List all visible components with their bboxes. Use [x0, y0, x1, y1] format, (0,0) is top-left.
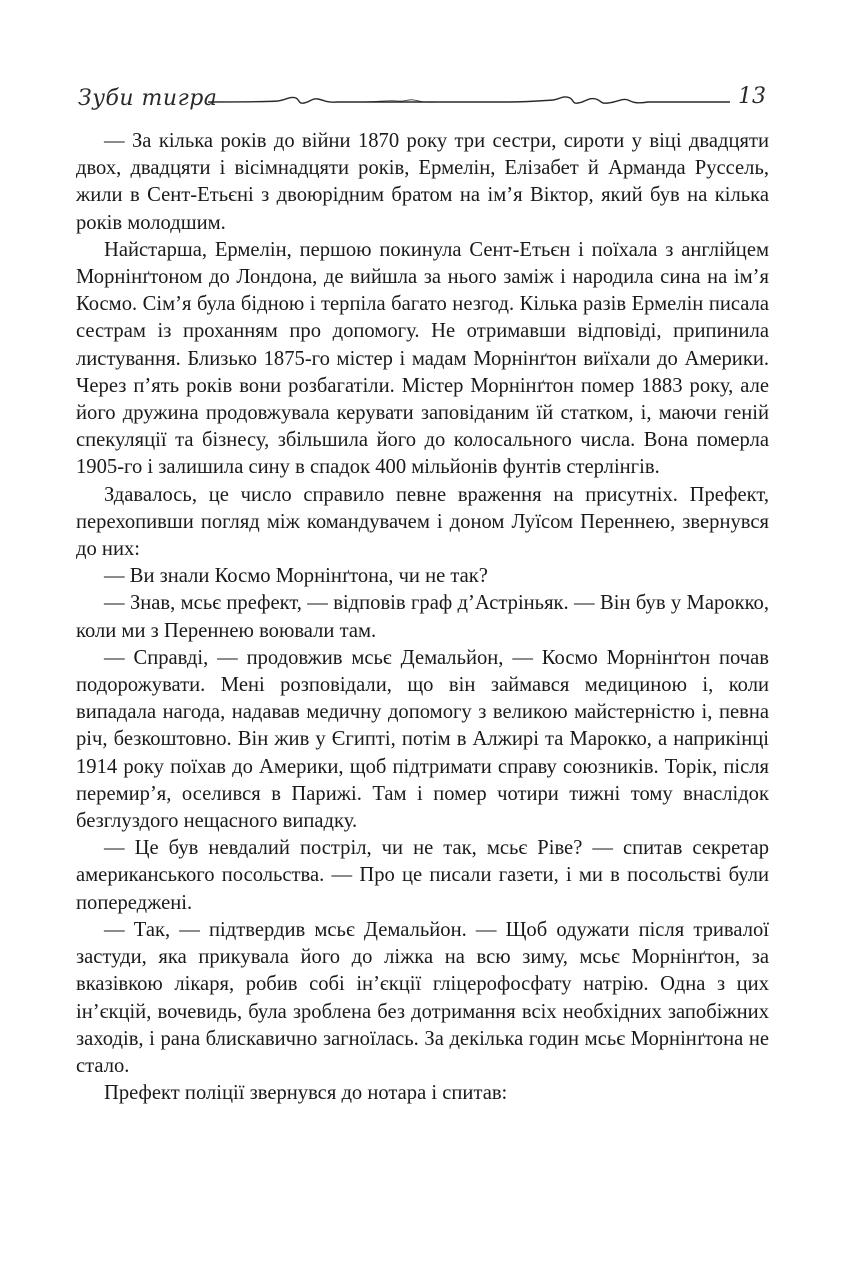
body-text [76, 128, 769, 1107]
paragraph: — Знав, мсьє префект, — відповів граф д’Астріньяк. — Він був у Марокко, коли ми з Переннею воювали там. [76, 592, 769, 642]
page-number: 13 [738, 84, 766, 109]
paragraph: Префект поліції звернувся до нотара і спитав: [104, 1082, 508, 1105]
flourish-ornament [208, 92, 730, 112]
page-header [0, 0, 857, 130]
paragraph: — Ви знали Космо Морнінґтона, чи не так? [104, 565, 488, 588]
paragraph: — Справді, — продовжив мсьє Демальйон, — Космо Морнінґтон почав подорожувати. Мені розповідали, що він займався медициною і, коли випадала нагода, надавав медичну допомогу з великою майстерністю і, певна річ, безкоштовно. Він жив у Єгипті, потім в Алжирі та Марокко, а наприкінці 1914 року поїхав до Америки, щоб підтримати справу союзників. Торік, після перемир’я, оселився в Парижі. Там і помер чотири тижні тому внаслідок безглуздого нещасного випадку. [76, 646, 769, 833]
paragraph: — Це був невдалий постріл, чи не так, мсьє Ріве? — спитав секретар американського посольства. — Про це писали газети, і ми в посольстві були попереджені. [76, 837, 769, 914]
paragraph: Здавалось, це число справило певне враження на присутніх. Префект, перехопивши погляд між командувачем і доном Луїсом Переннею, звернувся до них: [76, 483, 769, 561]
paragraph: — Так, — підтвердив мсьє Демальйон. — Щоб одужати після тривалої застуди, яка прикувала його до ліжка на всю зиму, мсьє Морнінґтон, за вказівкою лікаря, робив собі ін’єкції гліцерофосфату натрію. Одна з цих ін’єкцій, вочевидь, була зроблена без дотримання всіх необхідних запобіжних заходів, і рана блискавично загноїлась. За декілька годин мсьє Морнінґтона не стало. [76, 918, 769, 1077]
paragraph: Найстарша, Ермелін, першою покинула Сент-Етьєн і поїхала з англійцем Морнінґтоном до Лондона, де вийшла за нього заміж і народила сина на ім’я Космо. Сім’я була бідною і терпіла багато незгод. Кілька разів Ермелін писала сестрам із проханням про допомогу. Не отримавши відповіді, припинила листування. Близько 1875-го містер і мадам Морнінґтон виїхали до Америки. Через п’ять років вони розбагатіли. Містер Морнінґтон помер 1883 року, але його дружина продовжувала керувати заповіданим їй статком, і, маючи геній спекуляції та бізнесу, збільшила його до колосального числа. Вона померла 1905-го і залишила сину в спадок 400 мільйонів фунтів стерлінгів. [76, 238, 769, 479]
running-title: Зуби тигра [78, 86, 218, 111]
paragraph: — За кілька років до війни 1870 року три сестри, сироти у віці двадцяти двох, двадцяти і вісімнадцяти років, Ермелін, Елізабет й Арманда Руссель, жили в Сент-Етьєні з двоюрідним братом на ім’я Віктор, який був на кілька років молодшим. [76, 130, 769, 234]
